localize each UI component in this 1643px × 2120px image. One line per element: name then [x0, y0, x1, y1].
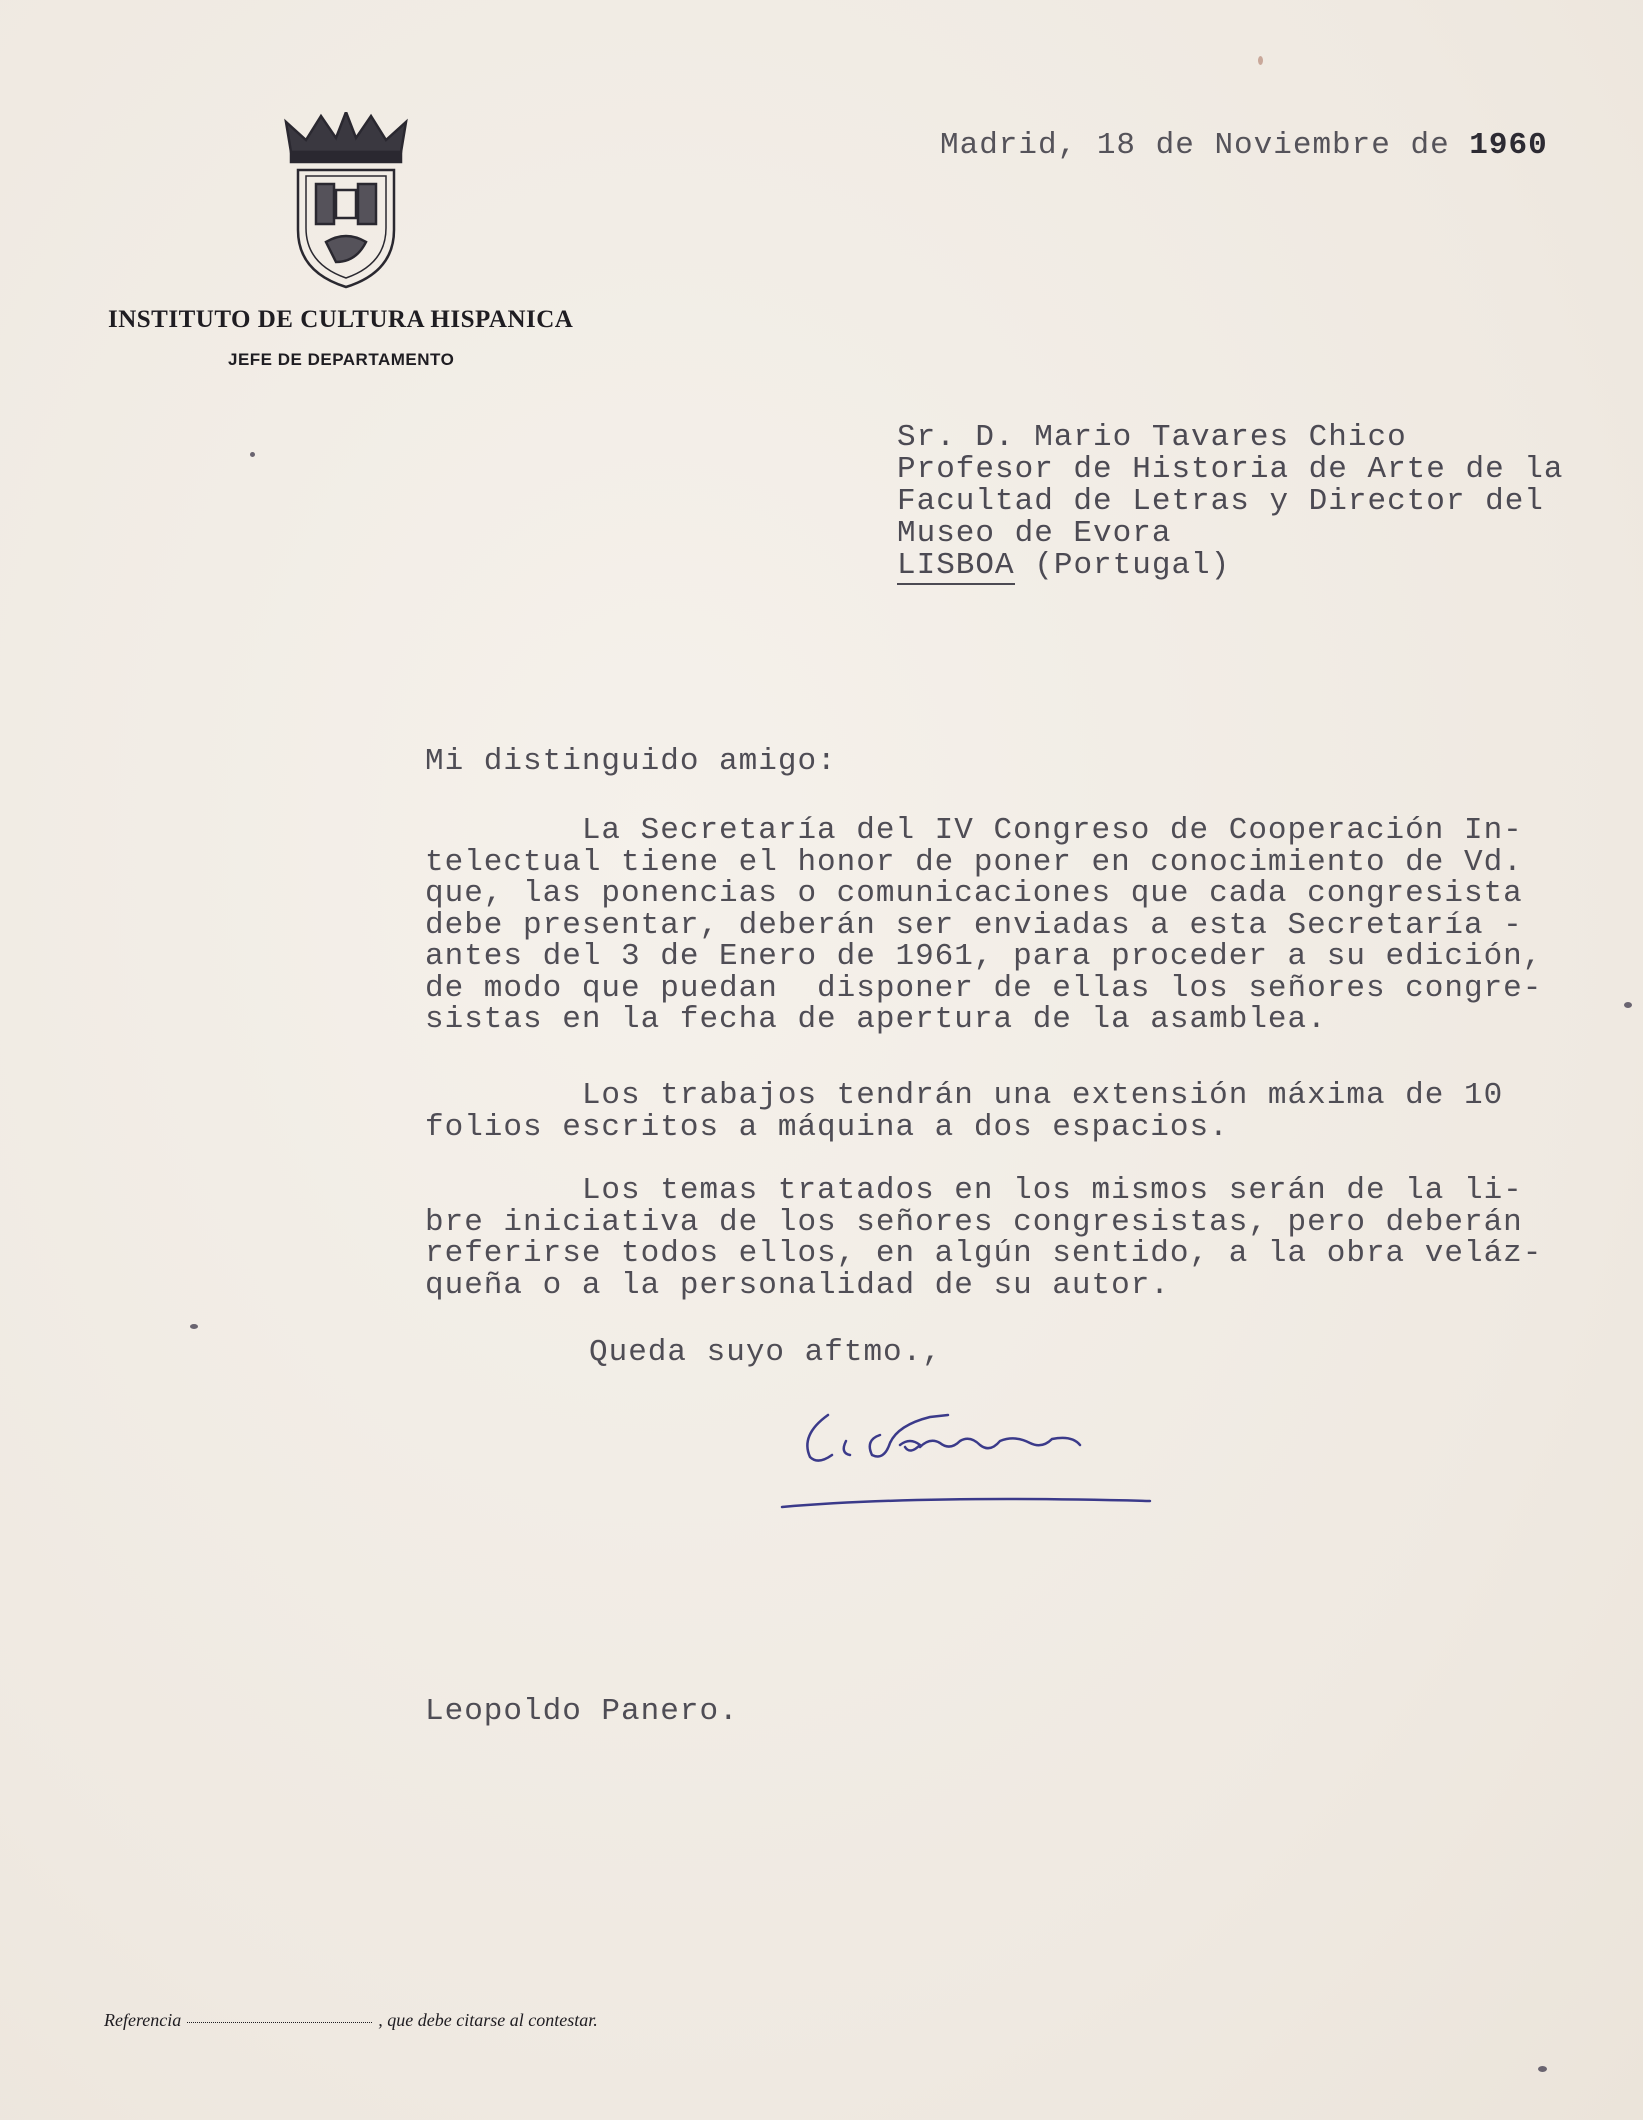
reference-footer: [104, 2010, 804, 2031]
institution-name: INSTITUTO DE CULTURA HISPANICA: [108, 306, 574, 333]
text-line: que, las ponencias o comunicaciones que cada congresista: [425, 876, 1523, 911]
ink-speck: [250, 452, 255, 457]
handwritten-signature: [780, 1395, 1160, 1515]
address-line: Museo de Evora: [897, 516, 1172, 551]
date-text: Madrid, 18 de Noviembre de: [940, 128, 1450, 163]
text-line: telectual tiene el honor de poner en conocimiento de Vd.: [425, 844, 1523, 880]
address-line: Profesor de Historia de Arte de la: [897, 452, 1564, 487]
reference-suffix: , que debe citarse al contestar.: [378, 2010, 598, 2030]
date-year: 1960: [1469, 128, 1548, 163]
text-line: queña o a la personalidad de su autor.: [425, 1267, 1170, 1303]
reference-blank: [187, 2022, 372, 2023]
salutation: Mi distinguido amigo:: [425, 744, 837, 779]
body-paragraph-2: [425, 1080, 1590, 1143]
department-title: JEFE DE DEPARTAMENTO: [228, 350, 455, 369]
ink-speck: [1624, 1002, 1632, 1008]
ink-speck: [1538, 2066, 1547, 2072]
text-line: Los trabajos tendrán una extensión máxima de 10: [425, 1078, 1504, 1113]
address-line: Sr. D. Mario Tavares Chico: [897, 420, 1407, 455]
text-line: sistas en la fecha de apertura de la asamblea.: [425, 1002, 1327, 1037]
text-line: Los temas tratados en los mismos serán de la li-: [425, 1173, 1523, 1208]
body-paragraph-3: [425, 1175, 1590, 1301]
reference-label: Referencia: [104, 2010, 182, 2030]
text-line: de modo que puedan disponer de ellas los señores congre-: [425, 970, 1543, 1006]
ink-speck: [1258, 56, 1263, 65]
closing: Queda suyo aftmo.,: [589, 1335, 942, 1370]
text-line: folios escritos a máquina a dos espacios.: [425, 1109, 1229, 1145]
text-line: bre iniciativa de los señores congresistas, pero deberán: [425, 1204, 1523, 1240]
address-city-line: [897, 550, 1617, 582]
letter-date: [940, 128, 1590, 163]
recipient-address: [897, 422, 1617, 582]
text-line: referirse todos ellos, en algún sentido, a la obra veláz-: [425, 1236, 1543, 1271]
address-city: LISBOA: [897, 548, 1015, 583]
text-line: debe presentar, deberán ser enviadas a esta Secretaría -: [425, 907, 1523, 943]
text-line: antes del 3 de Enero de 1961, para proceder a su edición,: [425, 939, 1543, 974]
address-country: (Portugal): [1034, 548, 1231, 583]
body-paragraph-1: [425, 815, 1590, 1036]
ink-speck: [190, 1324, 198, 1329]
address-line: Facultad de Letras y Director del: [897, 484, 1544, 519]
text-line: La Secretaría del IV Congreso de Cooperación In-: [425, 813, 1523, 848]
coat-of-arms-icon: [276, 112, 416, 292]
signer-name: Leopoldo Panero.: [425, 1694, 739, 1729]
